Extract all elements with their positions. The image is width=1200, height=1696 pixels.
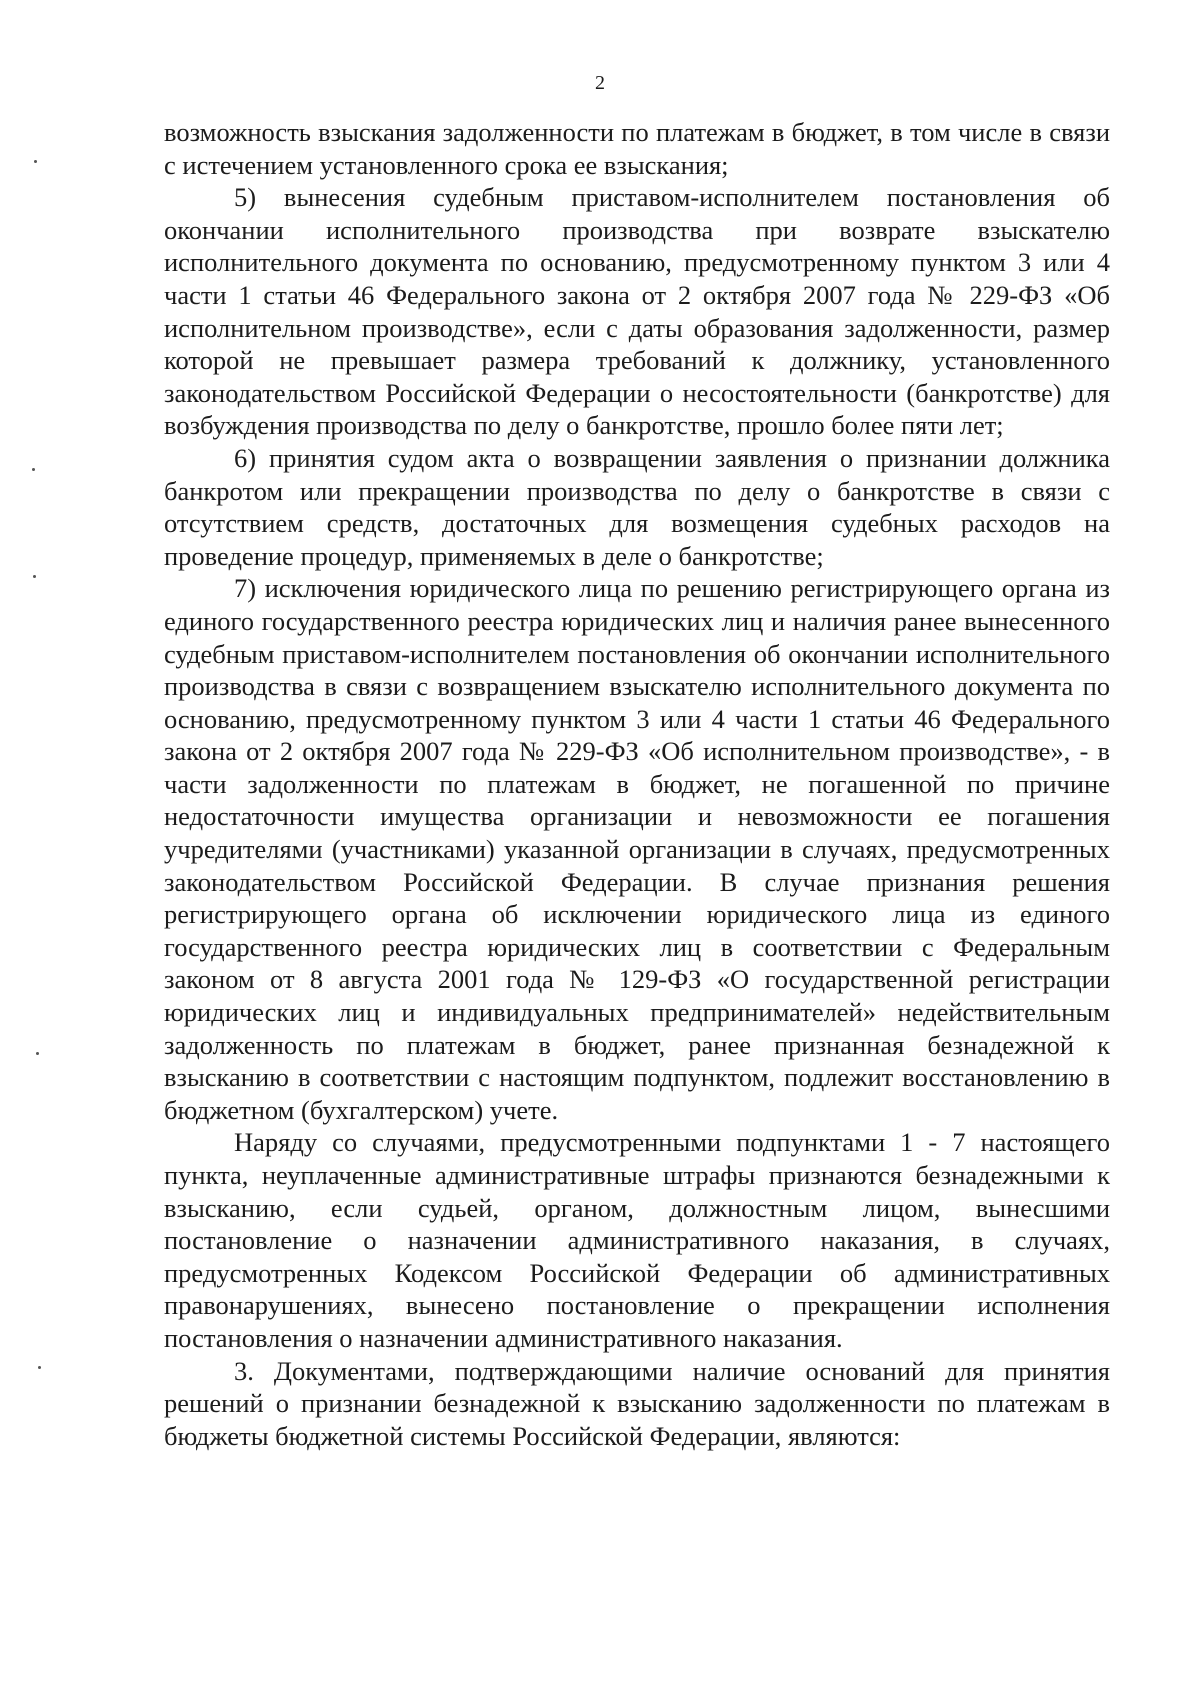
paragraph-section-3: 3. Документами, подтверждающими наличие оснований для принятия решений о признании безнадежной к взысканию задолженности по платежам в бюджеты бюджетной системы Российской Федерации, являются: (164, 1355, 1110, 1451)
page-number: 2 (595, 72, 605, 94)
paragraph-administrative-fines: Наряду со случаями, предусмотренными подпунктами 1 - 7 настоящего пункта, неуплаченные административные штрафы признаются безнадежными к взысканию, если судьей, органом, должностным лицом, вынесшими постановление о назначении административного наказания, в случаях, предусмотренных Кодексом Российской Федерации об административных правонарушениях, вынесено постановление о прекращении исполнения постановления о назначении административного наказания. (164, 1127, 1110, 1353)
scan-speck (38, 1366, 41, 1369)
scan-speck (32, 468, 35, 471)
paragraph-item-5: 5) вынесения судебным приставом-исполнителем постановления об окончании исполнительного производства при возврате взыскателю исполнительного документа по основанию, предусмотренному пунктом 3 или 4 части 1 статьи 46 Федерального закона от 2 октября 2007 года № 229-ФЗ «Об исполнительном производстве», если с даты образования задолженности, размер которой не превышает размера требований к должнику, установленного законодательством Российской Федерации о несостоятельности (банкротстве) для возбуждения производства по делу о банкротстве, прошло более пяти лет; (164, 182, 1110, 441)
paragraph-item-6: 6) принятия судом акта о возвращении заявления о признании должника банкротом или прекращении производства по делу о банкротстве в связи с отсутствием средств, достаточных для возмещения судебных расходов на проведение процедур, применяемых в деле о банкротстве; (164, 442, 1110, 571)
paragraph-item-7: 7) исключения юридического лица по решению регистрирующего органа из единого государственного реестра юридических лиц и наличия ранее вынесенного судебным приставом-исполнителем постановления об окончании исполнительного производства в связи с возвращением взыскателю исполнительного документа по основанию, предусмотренному пунктом 3 или 4 части 1 статьи 46 Федерального закона от 2 октября 2007 года № 229-ФЗ «Об исполнительном производстве», - в части задолженности по платежам в бюджет, не погашенной по причине недостаточности имущества организации и невозможности ее погашения учредителями (участниками) указанной организации в случаях, предусмотренных законодательством Российской Федерации. В случае признания решения регистрирующего органа об исключении юридического лица из единого государственного реестра юридических лиц в соответствии с Федеральным законом от 8 августа 2001 года № 129-ФЗ «О государственной регистрации юридических лиц и индивидуальных предпринимателей» недействительным задолженность по платежам в бюджет, ранее признанная безнадежной к взысканию в соответствии с настоящим подпунктом, подлежит восстановлению в бюджетном (бухгалтерском) учете. (164, 573, 1110, 1125)
scan-speck (36, 1052, 39, 1055)
paragraph-continuation: возможность взыскания задолженности по платежам в бюджет, в том числе в связи с истечением установленного срока ее взыскания; (164, 117, 1110, 180)
document-body (164, 116, 1110, 1452)
scan-speck (34, 160, 37, 163)
scan-speck (33, 575, 36, 578)
